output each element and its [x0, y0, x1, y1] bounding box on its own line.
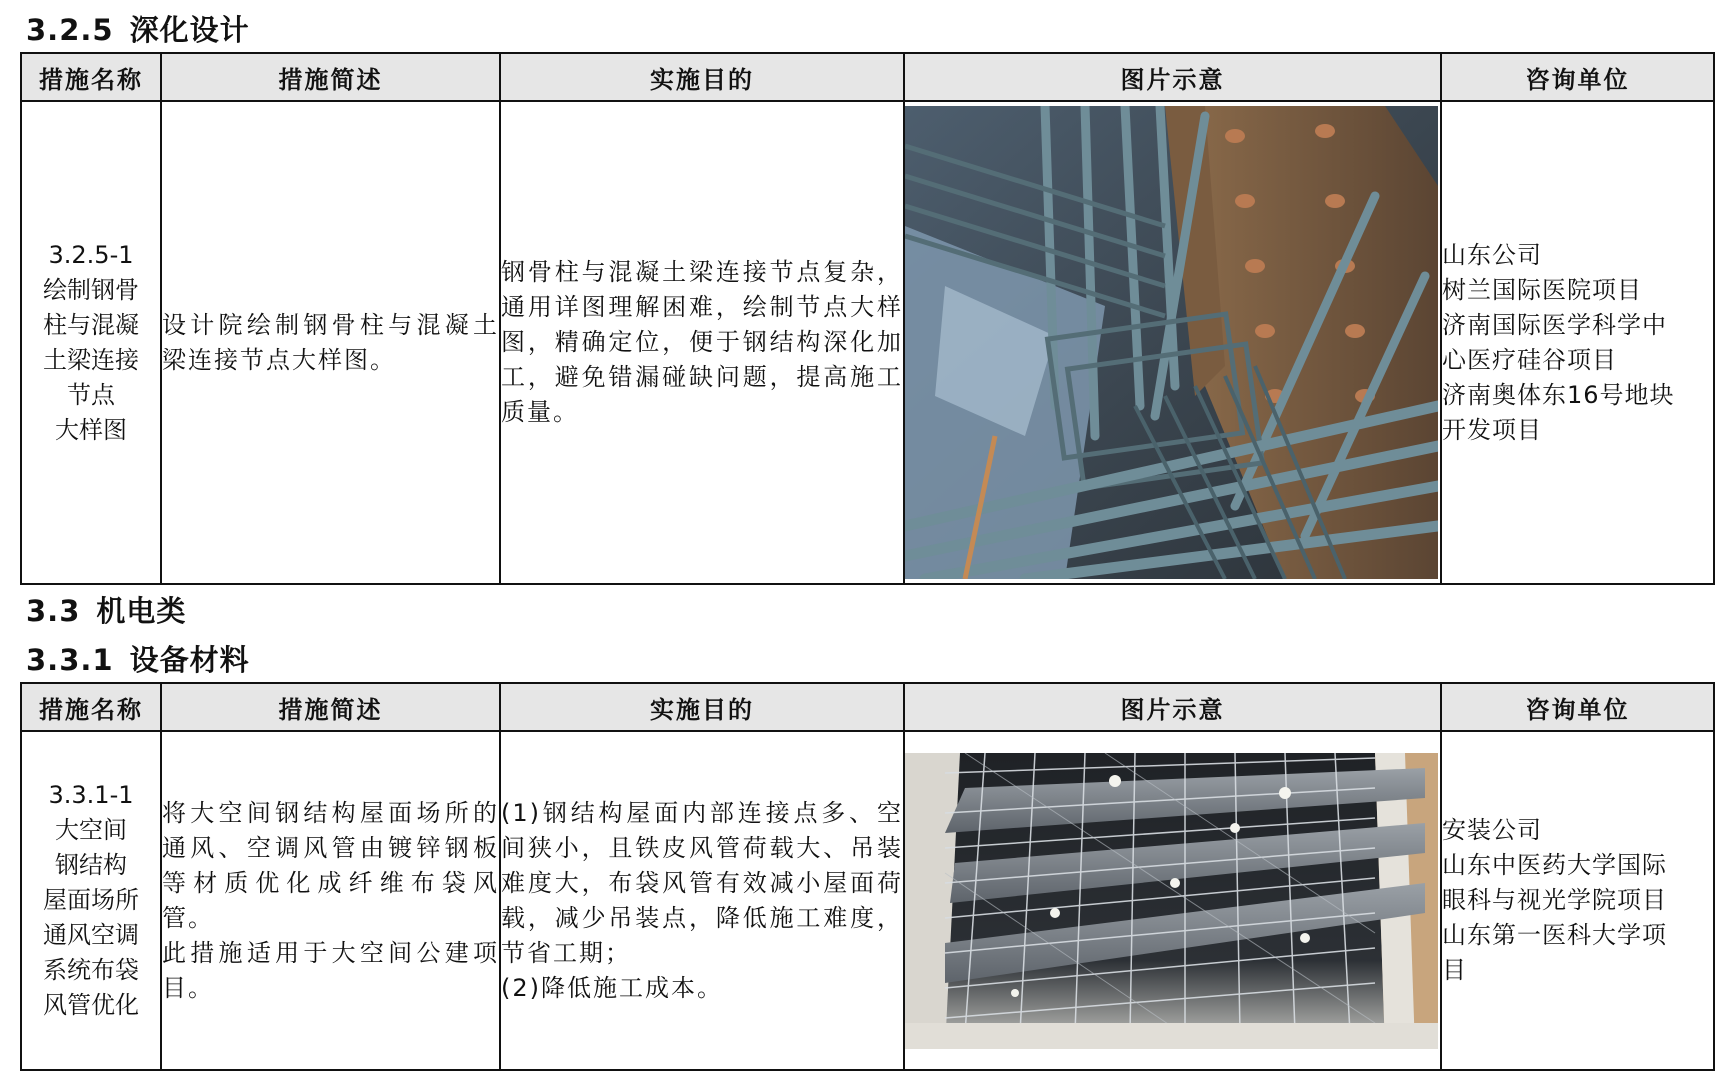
table-row	[21, 731, 1714, 1070]
description-paragraph: 此措施适用于大空间公建项目。	[162, 938, 499, 1002]
org-line: 树兰国际医院项目	[1442, 275, 1642, 304]
header-consulting-unit: 咨询单位	[1441, 683, 1714, 731]
measure-name-line: 风管优化	[43, 991, 139, 1019]
section-heading-3-3-1	[26, 640, 250, 680]
image-cell	[904, 731, 1441, 1070]
section-heading-3-2-5	[26, 10, 250, 50]
org-line: 眼科与视光学院项目	[1442, 886, 1667, 914]
header-consulting-unit: 咨询单位	[1441, 53, 1714, 101]
section-number: 3.3.1	[26, 643, 114, 677]
measure-code: 3.3.1-1	[48, 781, 134, 809]
org-line: 济南国际医学科学中	[1442, 310, 1667, 339]
measures-table-3-3-1	[20, 682, 1715, 1071]
fabric-duct-ceiling-photo	[905, 753, 1438, 1049]
purpose-paragraph: (1)钢结构屋面内部连接点多、空间狭小，且铁皮风管荷载大、吊装难度大，布袋风管有效减小屋面荷载，减少吊装点，降低施工难度，节省工期；	[501, 798, 903, 967]
measure-name-cell	[21, 731, 161, 1070]
measure-name-line: 系统布袋	[43, 956, 139, 984]
table-header-row	[21, 53, 1714, 101]
org-line: 安装公司	[1442, 816, 1542, 844]
org-line: 心医疗硅谷项目	[1442, 345, 1617, 374]
header-measure-name: 措施名称	[21, 53, 161, 101]
section-title: 机电类	[96, 594, 187, 628]
header-image: 图片示意	[904, 683, 1441, 731]
section-title: 设备材料	[129, 643, 250, 677]
section-number: 3.2.5	[26, 13, 114, 47]
table-header-row	[21, 683, 1714, 731]
header-measure-name: 措施名称	[21, 683, 161, 731]
section-number: 3.3	[26, 594, 81, 628]
measure-name-line: 绘制钢骨	[43, 275, 139, 304]
consulting-unit-cell	[1441, 731, 1714, 1070]
org-line: 开发项目	[1442, 415, 1542, 444]
measure-name-line: 钢结构	[55, 851, 127, 879]
measures-table-3-2-5	[20, 52, 1715, 585]
purpose-paragraph: (2)降低施工成本。	[501, 973, 723, 1002]
header-purpose: 实施目的	[500, 53, 904, 101]
image-cell	[904, 101, 1441, 584]
measure-name-cell	[21, 101, 161, 584]
description-paragraph: 设计院绘制钢骨柱与混凝土梁连接节点大样图。	[162, 310, 499, 374]
measure-name-line: 屋面场所	[43, 886, 139, 914]
header-image: 图片示意	[904, 53, 1441, 101]
header-measure-description: 措施简述	[161, 683, 500, 731]
table-row	[21, 101, 1714, 584]
org-line: 山东公司	[1442, 240, 1542, 269]
purpose-cell	[500, 731, 904, 1070]
consulting-unit-cell	[1441, 101, 1714, 584]
org-line: 山东中医药大学国际	[1442, 851, 1667, 879]
measure-name-line: 柱与混凝	[43, 310, 139, 339]
org-line: 济南奥体东16号地块	[1442, 380, 1675, 409]
org-line: 山东第一医科大学项	[1442, 921, 1667, 949]
measure-description-cell	[161, 731, 500, 1070]
section-title: 深化设计	[129, 13, 250, 47]
rebar-node-photo	[905, 106, 1438, 579]
measure-name-line: 节点	[67, 380, 115, 409]
measure-name-line: 大样图	[55, 415, 127, 444]
measure-name-line: 通风空调	[43, 921, 139, 949]
org-line: 目	[1442, 956, 1467, 984]
measure-name-line: 土梁连接	[43, 345, 139, 374]
measure-code: 3.2.5-1	[48, 240, 134, 269]
description-paragraph: 将大空间钢结构屋面场所的通风、空调风管由镀锌钢板等材质优化成纤维布袋风管。	[162, 798, 499, 932]
measure-description-cell	[161, 101, 500, 584]
header-measure-description: 措施简述	[161, 53, 500, 101]
section-heading-3-3	[26, 591, 186, 631]
header-purpose: 实施目的	[500, 683, 904, 731]
purpose-cell	[500, 101, 904, 584]
measure-name-line: 大空间	[55, 816, 127, 844]
purpose-paragraph: 钢骨柱与混凝土梁连接节点复杂，通用详图理解困难，绘制节点大样图，精确定位，便于钢结构深化加工，避免错漏碰缺问题，提高施工质量。	[501, 258, 903, 426]
